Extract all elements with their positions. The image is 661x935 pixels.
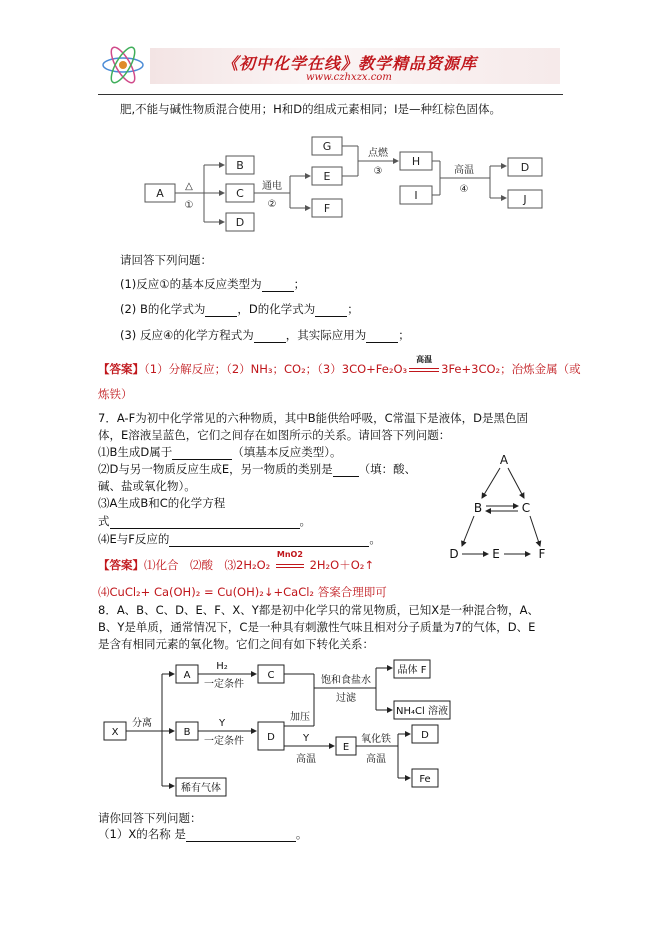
q8-node-b: B	[183, 727, 191, 738]
node-b-label: B	[236, 159, 244, 172]
cond4-label: 高温	[454, 165, 474, 176]
q6-sub3: (3) 反应④的化学方程式为 ，其实际应用为 ；	[120, 328, 410, 342]
q6-intro: 肥,不能与碱性物质混合使用；H和D的组成元素相同；I是—种红棕色固体。	[120, 102, 502, 116]
header-title: 《初中化学在线》教学精品资源库	[222, 54, 478, 73]
q8-line3: 是含有相同元素的氧化物。它们之间有如下转化关系：	[98, 637, 374, 651]
q7-answer-line2: ⑷CuCl₂+ Ca(OH)₂ = Cu(OH)₂↓+CaCl₂ 答案合理即可	[98, 585, 387, 599]
q7-triangle-diagram	[444, 450, 554, 565]
header-url: www.czhxzx.com	[306, 72, 392, 83]
q8-node-nh4cl: NH₄Cl 溶液	[396, 706, 448, 717]
q8-node-d2: D	[421, 730, 429, 741]
cond1-label: △	[185, 181, 193, 192]
q8-cond-filter: 过滤	[336, 693, 356, 704]
q8-cond-y1: Y	[218, 718, 226, 729]
q8-node-e: E	[342, 742, 350, 753]
q7-sub2-cont: 碱、盐或氧化物）。	[98, 479, 196, 493]
q8-cond-b: 一定条件	[204, 736, 244, 747]
q7-line1: 7．A-F为初中化学常见的六种物质，其中B能供给呼吸，C常温下是液体，D是黑色固	[98, 411, 528, 425]
tri-node-a: A	[499, 453, 509, 467]
node-i-label: I	[414, 189, 418, 202]
q6-answer-cont: 炼铁）	[98, 387, 133, 401]
q6-sub1: (1)反应①的基本反应类型为 ；	[120, 277, 306, 291]
q8-cond-a: 一定条件	[204, 679, 244, 690]
q8-cond-y2: Y	[302, 733, 310, 744]
cond2-label: 通电	[262, 181, 282, 192]
tri-node-c: C	[521, 501, 531, 515]
q8-sub1: （1）X的名称 是 。	[98, 827, 308, 841]
q7-line2: 体，E溶液呈蓝色，它们之间存在如图所示的关系。请回答下列问题：	[98, 428, 451, 442]
q7-sub1: ⑴B生成D属于 （填基本反应类型）。	[98, 445, 342, 459]
tri-node-d: D	[449, 547, 459, 561]
node-e-label: E	[323, 170, 331, 183]
node-g-label: G	[322, 140, 332, 153]
q8-node-noble-gas: 稀有气体	[181, 783, 221, 794]
q8-flow-diagram	[100, 654, 480, 804]
q7-sub3-cont: 式 。	[98, 514, 311, 528]
node-j-label: J	[523, 193, 527, 206]
q8-line1: 8．A、B、C、D、E、F、X、Y都是初中化学只的常见物质，已知X是一种混合物，A、	[98, 603, 539, 617]
q8-node-a: A	[183, 670, 191, 681]
q8-cond-h2: H₂	[216, 661, 228, 672]
step1-label: ①	[184, 200, 194, 211]
node-d-label: D	[235, 216, 245, 229]
q7-sub2: ⑵D与另一物质反应生成E，另一物质的类别是 （填：酸、	[98, 462, 417, 476]
node-d2-label: D	[520, 161, 530, 174]
step2-label: ②	[267, 199, 277, 210]
node-a-label: A	[156, 187, 164, 200]
q6-sub2: (2) B的化学式为 ，D的化学式为 ；	[120, 302, 359, 316]
q6-answer: 【答案】（1）分解反应；（2）NH₃；CO₂；（3）3CO+Fe₂O₃ 高温 3Fe+3CO₂；冶炼金属（或	[98, 355, 581, 376]
node-h-label: H	[411, 155, 421, 168]
q8-node-x: X	[111, 727, 119, 738]
cond3-label: 点燃	[368, 148, 388, 159]
header-rule	[98, 94, 563, 95]
q8-node-crystal-f: 晶体 F	[397, 665, 427, 676]
q8-line2: B、Y是单质，通常情况下，C是一种具有刺激性气味且相对分子质量为7的气体，D、E	[98, 620, 536, 634]
tri-node-b: B	[473, 501, 483, 515]
q6-flow-diagram	[140, 132, 560, 242]
q8-node-c: C	[267, 670, 275, 681]
node-c-label: C	[236, 187, 244, 200]
step3-label: ③	[373, 166, 383, 177]
step4-label: ④	[459, 184, 469, 195]
q8-cond-fenli: 分离	[132, 718, 152, 729]
q8-cond-press: 加压	[290, 712, 310, 723]
q7-sub3: ⑶A生成B和C的化学方程	[98, 496, 226, 510]
q8-prompt: 请你回答下列问题：	[98, 811, 202, 825]
q8-cond-brine: 饱和食盐水	[321, 675, 371, 686]
node-f-label: F	[323, 202, 331, 215]
atom-logo-icon	[100, 42, 146, 88]
q7-answer: 【答案】⑴化合 ⑵酸 ⑶2H₂O₂ MnO2 2H₂O＋O₂↑	[98, 550, 374, 572]
q8-cond-ironoxide: 氧化铁	[361, 734, 391, 745]
tri-node-e: E	[492, 547, 500, 561]
q8-cond-gaowen1: 高温	[296, 754, 316, 765]
tri-node-f: F	[538, 547, 546, 561]
q6-prompt: 请回答下列问题：	[120, 253, 212, 267]
q8-cond-gaowen2: 高温	[366, 754, 386, 765]
q8-node-fe: Fe	[419, 774, 431, 785]
q8-node-d: D	[267, 732, 275, 743]
q7-sub4: ⑷E与F反应的 。	[98, 532, 381, 546]
